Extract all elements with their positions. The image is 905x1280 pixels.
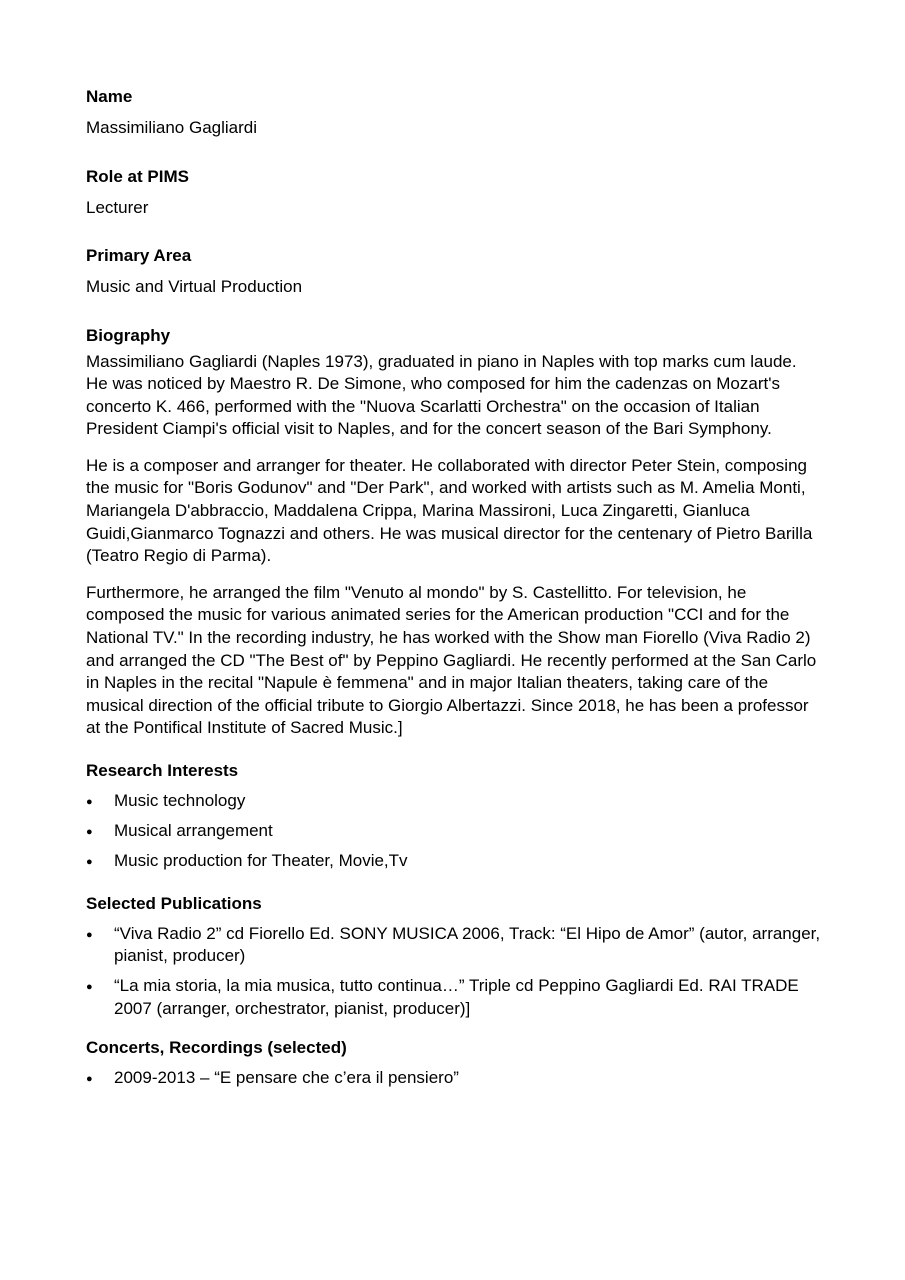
bullet-icon: ● [86, 1072, 93, 1085]
list-item [86, 790, 821, 813]
biography-section [86, 325, 821, 741]
role-section [86, 166, 821, 220]
list-item [86, 850, 821, 873]
name-value: Massimiliano Gagliardi [86, 118, 258, 137]
bullet-icon: ● [86, 796, 93, 808]
concerts-heading: Concerts, Recordings (selected) [86, 1037, 347, 1057]
bullet-icon: ● [86, 856, 93, 869]
list-item [86, 975, 821, 1020]
primary-area-heading: Primary Area [86, 246, 192, 265]
name-section [86, 86, 821, 140]
research-interests-heading: Research Interests [86, 761, 239, 780]
research-interests-list [86, 790, 821, 873]
biography-heading: Biography [86, 325, 171, 345]
list-item-text: “Viva Radio 2” cd Fiorello Ed. SONY MUSICA 2006, Track: “El Hipo de Amor” (autor, arranger, pianist, producer) [114, 923, 821, 966]
role-value: Lecturer [86, 197, 149, 217]
name-heading: Name [86, 87, 133, 106]
list-item-text: “La mia storia, la mia musica, tutto continua…” Triple cd Peppino Gagliardi Ed. RAI TRADE 2007 (arranger, orchestrator, pianist, producer)] [114, 976, 799, 1019]
list-item [86, 923, 821, 968]
primary-area-section [86, 245, 821, 299]
list-item-text: 2009-2013 – “E pensare che c’era il pensiero” [114, 1067, 459, 1087]
research-interests-section [86, 760, 821, 873]
concerts-section [86, 1037, 821, 1090]
publications-heading: Selected Publications [86, 893, 262, 913]
list-item-text: Music technology [114, 791, 246, 810]
bullet-icon: ● [86, 928, 93, 941]
publications-section [86, 893, 821, 1021]
publications-list [86, 923, 821, 1021]
list-item-text: Music production for Theater, Movie,Tv [114, 851, 408, 871]
list-item [86, 820, 821, 843]
list-item [86, 1067, 821, 1090]
bullet-icon: ● [86, 981, 93, 994]
biography-paragraph: He is a composer and arranger for theater. He collaborated with director Peter Stein, composing the music for "Boris Godunov" and "Der Park", and worked with artists such as M. Amelia Monti, Mariangela D'abbraccio, Maddalena Crippa, Marina Massironi, Luca Zingaretti, Gianluca Guidi,Gianmarco Tognazzi and others. He was musical director for the centenary of Pietro Barilla (Teatro Regio di Parma). [86, 455, 813, 566]
list-item-text: Musical arrangement [114, 821, 273, 841]
bullet-icon: ● [86, 826, 93, 839]
document-page [86, 86, 821, 1097]
primary-area-value: Music and Virtual Production [86, 277, 303, 296]
role-heading: Role at PIMS [86, 166, 189, 186]
biography-paragraph: Furthermore, he arranged the film "Venuto al mondo" by S. Castellitto. For television, he composed the music for various animated series for the American production "CCI and for the National TV." In the recording industry, he has worked with the Show man Fiorello (Viva Radio 2) and arranged the CD "The Best of" by Peppino Gagliardi. He recently performed at the San Carlo in Naples in the recital "Napule è femmena" and in major Italian theaters, taking care of the musical direction of the official tribute to Giorgio Albertazzi. Since 2018, he has been a professor at the Pontifical Institute of Sacred Music.] [86, 582, 817, 738]
biography-paragraph: Massimiliano Gagliardi (Naples 1973), graduated in piano in Naples with top marks cum laude. He was noticed by Maestro R. De Simone, who composed for him the cadenzas on Mozart's concerto K. 466, performed with the "Nuova Scarlatti Orchestra" on the occasion of Italian President Ciampi's official visit to Naples, and for the concert season of the Bari Symphony. [86, 351, 797, 439]
concerts-list [86, 1067, 821, 1090]
